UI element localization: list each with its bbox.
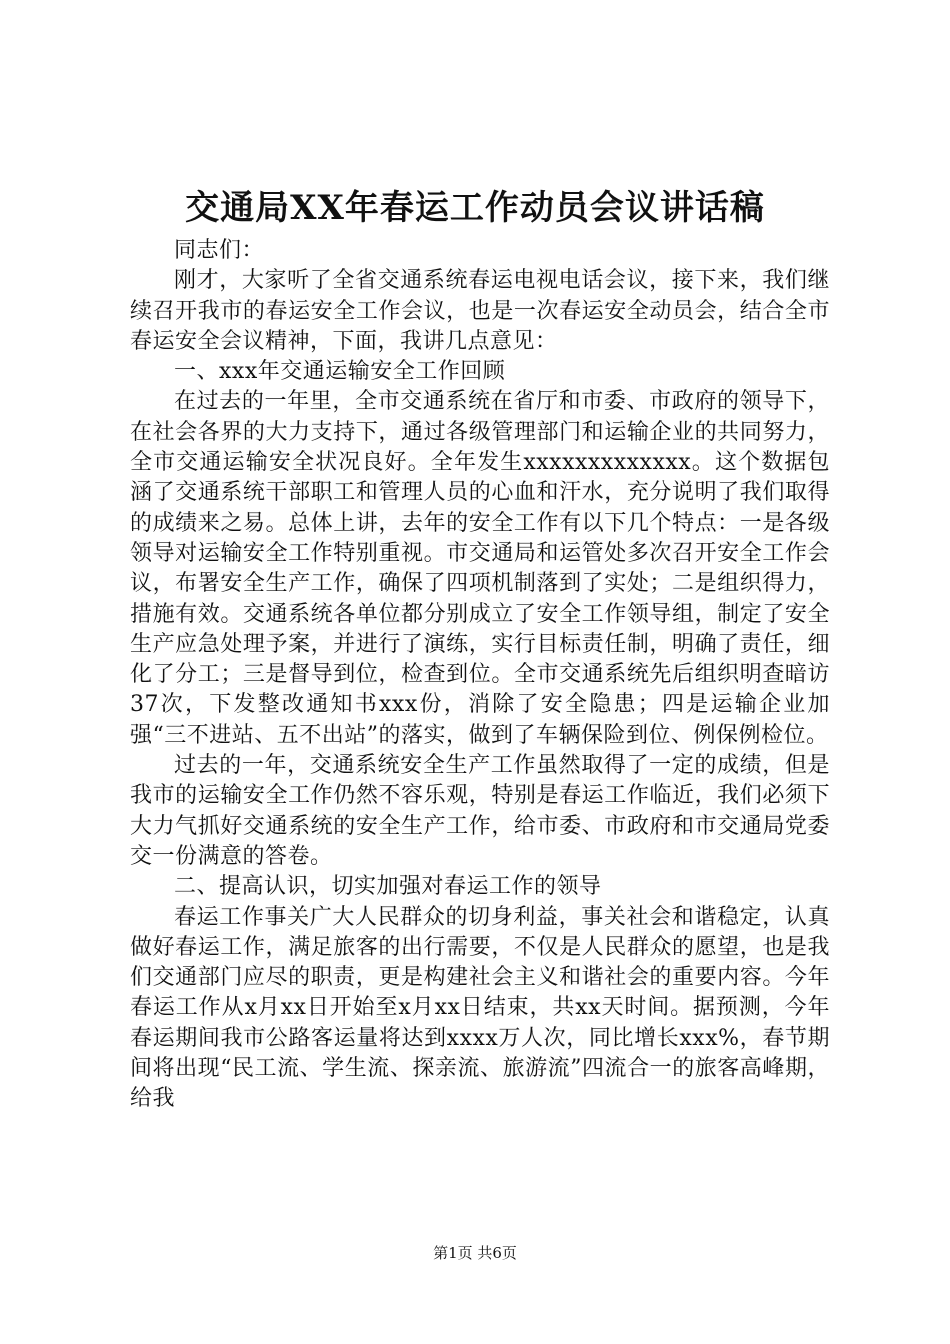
document-title: 交通局XX年春运工作动员会议讲话稿 — [185, 188, 765, 228]
document-body — [130, 236, 830, 1115]
section-heading-1: 一、xxx年交通运输安全工作回顾 — [174, 359, 506, 385]
paragraph-review: 在过去的一年里，全市交通系统在省厅和市委、市政府的领导下，在社会各界的大力支持下，通过各级管理部门和运输企业的共同努力，全市交通运输安全状况良好。全年发生xxxxxxxxxxxxx。这个数据包涵了交通系统干部职工和管理人员的心血和汗水，充分说明了我们取得的成绩来之易。总体上讲，去年的安全工作有以下几个特点：一是各级领导对运输安全工作特别重视。市交通局和运管处多次召开安全工作会议，布署安全生产工作，确保了四项机制落到了实处；二是组织得力，措施有效。交通系统各单位都分别成立了安全工作领导组，制定了安全生产应急处理予案，并进行了演练，实行目标责任制，明确了责任，细化了分工；三是督导到位，检查到位。全市交通系统先后组织明查暗访37次，下发整改通知书xxx份，消除了安全隐患；四是运输企业加强“三不进站、五不出站”的落实，做到了车辆保险到位、例保例检位。 — [130, 389, 830, 748]
paragraph-spring-transport: 春运工作事关广大人民群众的切身利益，事关社会和谐稳定，认真做好春运工作，满足旅客的出行需要，不仅是人民群众的愿望，也是我们交通部门应尽的职责，更是构建社会主义和谐社会的重要内容。今年春运工作从x月xx日开始至x月xx日结束，共xx天时间。据预测，今年春运期间我市公路客运量将达到xxxx万人次，同比增长xxx%，春节期间将出现“民工流、学生流、探亲流、旅游流”四流合一的旅客高峰期，给我 — [130, 904, 830, 1112]
page-number: 第1页 共6页 — [433, 1244, 517, 1262]
paragraph-outlook: 过去的一年，交通系统安全生产工作虽然取得了一定的成绩，但是我市的运输安全工作仍然不容乐观，特别是春运工作临近，我们必须下大力气抓好交通系统的安全生产工作，给市委、市政府和市交通局党委交一份满意的答卷。 — [130, 753, 830, 869]
salutation: 同志们： — [174, 238, 265, 263]
section-heading-2: 二、提高认识，切实加强对春运工作的领导 — [174, 874, 602, 900]
paragraph-intro: 刚才，大家听了全省交通系统春运电视电话会议，接下来，我们继续召开我市的春运安全工作会议，也是一次春运安全动员会，结合全市春运安全会议精神，下面，我讲几点意见： — [130, 268, 830, 354]
